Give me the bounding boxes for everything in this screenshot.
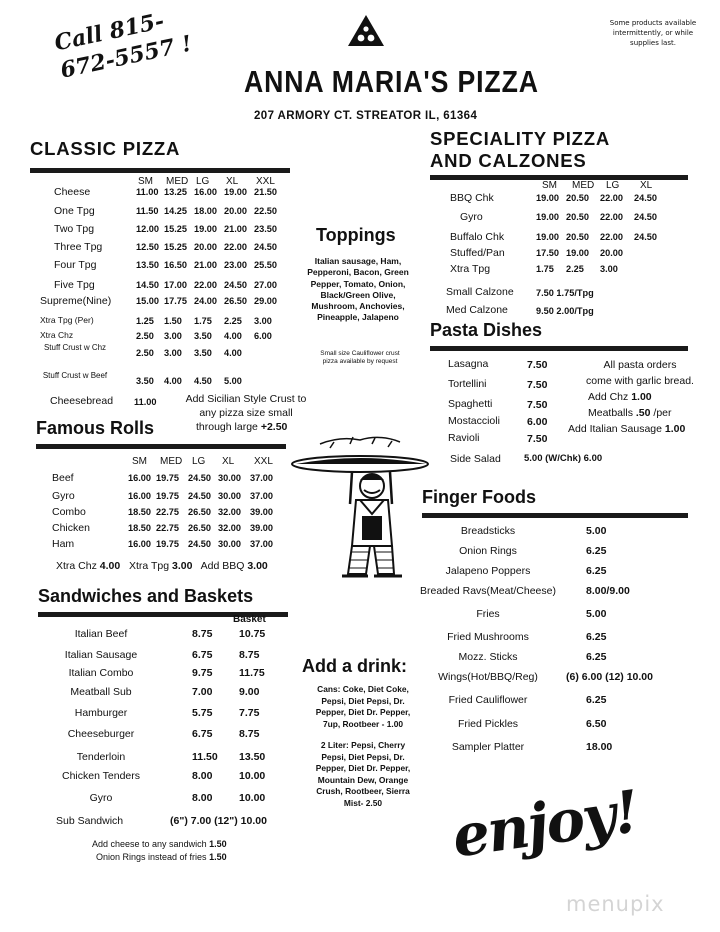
classic-price: 26.50	[224, 296, 247, 306]
classic-price: 14.50	[136, 280, 159, 290]
sandwiches-title: Sandwiches and Baskets	[38, 586, 254, 606]
finger-food-price: (6) 6.00 (12) 10.00	[566, 671, 653, 683]
phone-call-text: Call 815-672-5557 !	[52, 7, 195, 84]
classic-price: 11.00	[136, 187, 159, 197]
finger-food-price: 6.25	[586, 651, 607, 663]
classic-item-name: One Tpg	[54, 205, 95, 217]
sandwich-item-name: Chicken Tenders	[61, 770, 141, 782]
roll-item-name: Ham	[52, 538, 75, 550]
pasta-price: 6.00	[527, 416, 548, 428]
classic-size-header: MED	[166, 176, 189, 187]
classic-price: 22.00	[224, 242, 247, 252]
sub-sandwich-price: (6") 7.00 (12") 10.00	[170, 815, 267, 827]
classic-price: 12.00	[136, 224, 159, 234]
sandwich-item-name: Tenderloin	[76, 751, 126, 763]
classic-price: 20.00	[194, 242, 217, 252]
sandwich-item-name: Cheeseburger	[67, 728, 135, 740]
pasta-price: 7.50	[527, 379, 548, 391]
classic-item-name: Four Tpg	[54, 259, 97, 271]
pizza-slice-logo-icon	[346, 14, 386, 48]
pasta-item-name: Lasagna	[448, 358, 489, 370]
sandwich-basket-price: 10.75	[239, 628, 266, 640]
roll-price: 39.00	[250, 507, 273, 517]
speciality-price: 19.00	[566, 248, 589, 258]
add-sausage-line: Add Italian Sausage 1.00	[568, 423, 686, 435]
rolls-extras: Xtra Chz 4.00 Xtra Tpg 3.00 Add BBQ 3.00	[56, 560, 268, 572]
sandwich-basket-price: 10.00	[239, 770, 266, 782]
roll-price: 26.50	[188, 523, 211, 533]
side-salad-label: Side Salad	[450, 453, 501, 465]
sicilian-note-line2: any pizza size small	[199, 407, 293, 419]
basket-header: Basket	[233, 614, 266, 625]
speciality-item-name: Stuffed/Pan	[450, 247, 505, 259]
classic-price: 24.50	[254, 242, 277, 252]
classic-price: 13.50	[136, 260, 159, 270]
classic-price: 13.25	[164, 187, 187, 197]
roll-price: 30.00	[218, 539, 241, 549]
toppings-title: Toppings	[316, 225, 396, 245]
roll-price: 30.00	[218, 491, 241, 501]
pasta-rule	[430, 346, 688, 351]
speciality-price: 20.50	[566, 212, 589, 222]
sandwich-price: 8.00	[192, 792, 213, 804]
finger-foods-title: Finger Foods	[422, 487, 536, 507]
classic-pizza-title: CLASSIC PIZZA	[30, 138, 181, 159]
sandwich-item-name: Meatball Sub	[70, 686, 132, 698]
sandwich-basket-price: 8.75	[239, 649, 260, 661]
speciality-price: 19.00	[536, 212, 559, 222]
classic-price: 19.00	[194, 224, 217, 234]
small-calzone-label: Small Calzone	[446, 286, 514, 298]
drinks-list	[308, 684, 418, 809]
sandwich-basket-price: 9.00	[239, 686, 260, 698]
classic-item-name: Xtra Chz	[40, 330, 74, 340]
classic-price: 17.75	[164, 296, 187, 306]
classic-price: 25.50	[254, 260, 277, 270]
speciality-item-name: BBQ Chk	[450, 192, 494, 204]
classic-price: 18.00	[194, 206, 217, 216]
classic-price: 16.00	[194, 187, 217, 197]
classic-size-header: SM	[138, 176, 153, 187]
sandwich-item-name: Italian Combo	[68, 667, 134, 679]
finger-food-name: Jalapeno Poppers	[445, 565, 531, 577]
toppings-list: Italian sausage, Ham, Pepperoni, Bacon, Green Pepper, Tomato, Onion, Black/Green Olive, Mushroom, Anchovies, Pineapple, Jalapeno	[307, 256, 409, 323]
finger-food-name: Fried Pickles	[457, 718, 519, 730]
classic-price: 4.00	[224, 331, 242, 341]
finger-food-name: Fried Mushrooms	[447, 631, 529, 643]
roll-price: 24.50	[188, 473, 211, 483]
finger-food-price: 18.00	[586, 741, 613, 753]
sandwich-price: 8.00	[192, 770, 213, 782]
finger-food-price: 6.50	[586, 718, 607, 730]
roll-item-name: Gyro	[52, 490, 75, 502]
roll-item-name: Combo	[52, 506, 86, 518]
availability-note: Some products available intermittently, or while supplies last.	[609, 19, 697, 47]
classic-price: 3.00	[164, 331, 182, 341]
sandwich-basket-price: 10.00	[239, 792, 266, 804]
classic-item-name: Three Tpg	[54, 241, 103, 253]
classic-price: 15.25	[164, 242, 187, 252]
roll-price: 32.00	[218, 507, 241, 517]
drinks-2-liter: 2 Liter: Pepsi, Cherry Pepsi, Diet Pepsi, Dr. Pepper, Diet Dr. Pepper, Mountain Dew, Orange Crush, Rootbeer, Sierra Mist- 2.50	[315, 740, 411, 808]
sandwich-price: 7.00	[192, 686, 213, 698]
pasta-price: 7.50	[527, 399, 548, 411]
roll-price: 16.00	[128, 491, 151, 501]
sandwich-note-cheese: Add cheese to any sandwich 1.50	[92, 839, 227, 849]
sandwich-price: 5.75	[192, 707, 213, 719]
sicilian-note-line3: through large +2.50	[196, 421, 288, 433]
classic-price: 27.00	[254, 280, 277, 290]
classic-price: 20.00	[224, 206, 247, 216]
finger-food-name: Sampler Platter	[451, 741, 525, 753]
speciality-price: 20.50	[566, 232, 589, 242]
finger-food-name: Fried Cauliflower	[448, 694, 528, 706]
speciality-item-name: Gyro	[460, 211, 483, 223]
classic-price: 3.50	[194, 348, 212, 358]
speciality-price: 20.50	[566, 193, 589, 203]
sandwich-basket-price: 13.50	[239, 751, 266, 763]
sandwich-price: 6.75	[192, 649, 213, 661]
classic-price: 3.50	[136, 376, 154, 386]
med-calzone-label: Med Calzone	[446, 304, 508, 316]
classic-price: 2.50	[136, 348, 154, 358]
roll-price: 22.75	[156, 523, 179, 533]
speciality-price: 2.25	[566, 264, 584, 274]
speciality-size-header: LG	[606, 180, 620, 191]
classic-price: 22.00	[194, 280, 217, 290]
speciality-title-line2: AND CALZONES	[430, 150, 587, 171]
restaurant-address: 207 ARMORY CT. STREATOR IL, 61364	[254, 110, 478, 122]
pasta-info-line2: come with garlic bread.	[586, 375, 694, 387]
speciality-price: 20.00	[600, 248, 623, 258]
finger-foods-rule	[422, 513, 688, 518]
rolls-size-header: XXL	[254, 456, 273, 467]
finger-food-price: 6.25	[586, 631, 607, 643]
classic-price: 29.00	[254, 296, 277, 306]
speciality-size-header: SM	[542, 180, 557, 191]
classic-price: 21.50	[254, 187, 277, 197]
famous-rolls-title: Famous Rolls	[36, 418, 155, 438]
classic-pizza-rule	[30, 168, 290, 173]
classic-price: 3.50	[194, 331, 212, 341]
classic-price: 3.00	[254, 316, 272, 326]
pasta-item-name: Ravioli	[448, 432, 480, 444]
sicilian-note-line1: Add Sicilian Style Crust to	[185, 393, 307, 405]
sicilian-price: +2.50	[260, 421, 288, 433]
pasta-item-name: Mostaccioli	[448, 415, 500, 427]
classic-item-name: Stuff Crust w Chz	[43, 343, 107, 352]
roll-item-name: Chicken	[52, 522, 90, 534]
classic-item-name: Cheese	[54, 186, 91, 198]
classic-price: 12.50	[136, 242, 159, 252]
classic-item-name: Supreme(Nine)	[40, 295, 112, 307]
finger-food-price: 6.25	[586, 545, 607, 557]
sandwich-price: 6.75	[192, 728, 213, 740]
roll-price: 37.00	[250, 491, 273, 501]
classic-size-header: LG	[196, 176, 210, 187]
classic-price: 17.00	[164, 280, 187, 290]
classic-price: 4.00	[164, 376, 182, 386]
speciality-size-header: XL	[640, 180, 653, 191]
speciality-price: 22.00	[600, 193, 623, 203]
classic-price: 22.50	[254, 206, 277, 216]
rolls-size-header: MED	[160, 456, 183, 467]
finger-food-name: Breadsticks	[460, 525, 516, 537]
classic-item-name: Stuff Crust w Beef	[42, 371, 108, 380]
roll-price: 18.50	[128, 507, 151, 517]
classic-price: 21.00	[224, 224, 247, 234]
roll-price: 26.50	[188, 507, 211, 517]
speciality-price: 3.00	[600, 264, 618, 274]
sandwich-price: 8.75	[192, 628, 213, 640]
sub-sandwich-label: Sub Sandwich	[56, 815, 124, 827]
finger-food-name: Onion Rings	[459, 545, 517, 557]
classic-size-header: XXL	[256, 176, 275, 187]
finger-food-name: Fries	[476, 608, 500, 620]
classic-price: 24.50	[224, 280, 247, 290]
roll-price: 24.50	[188, 491, 211, 501]
sandwich-item-name: Hamburger	[74, 707, 128, 719]
classic-price: 6.00	[254, 331, 272, 341]
speciality-price: 24.50	[634, 193, 657, 203]
pasta-info-line1: All pasta orders	[603, 359, 677, 371]
speciality-price: 17.50	[536, 248, 559, 258]
pasta-price: 7.50	[527, 433, 548, 445]
roll-price: 16.00	[128, 473, 151, 483]
classic-item-name: Five Tpg	[54, 279, 95, 291]
classic-price: 23.00	[224, 260, 247, 270]
classic-price: 23.50	[254, 224, 277, 234]
speciality-price: 19.00	[536, 193, 559, 203]
classic-price: 4.50	[194, 376, 212, 386]
speciality-size-header: MED	[572, 180, 595, 191]
cheesebread-label: Cheesebread	[50, 395, 114, 407]
pasta-item-name: Spaghetti	[448, 398, 493, 410]
roll-price: 19.75	[156, 473, 179, 483]
roll-price: 24.50	[188, 539, 211, 549]
classic-price: 2.25	[224, 316, 242, 326]
roll-price: 16.00	[128, 539, 151, 549]
speciality-price: 22.00	[600, 212, 623, 222]
add-chz-line: Add Chz 1.00	[588, 391, 652, 403]
roll-price: 30.00	[218, 473, 241, 483]
classic-price: 3.00	[164, 348, 182, 358]
roll-price: 39.00	[250, 523, 273, 533]
drinks-cans: Cans: Coke, Diet Coke, Pepsi, Diet Pepsi, Dr. Pepper, Diet Dr. Pepper, 7up, Rootbeer - 1.00	[315, 684, 411, 729]
pasta-price: 7.50	[527, 359, 548, 371]
roll-price: 19.75	[156, 539, 179, 549]
pasta-title: Pasta Dishes	[430, 320, 543, 340]
classic-price: 5.00	[224, 376, 242, 386]
finger-food-price: 6.25	[586, 694, 607, 706]
speciality-item-name: Buffalo Chk	[450, 231, 505, 243]
pizza-chef-illustration	[290, 434, 440, 584]
sandwich-note-onion: Onion Rings instead of fries 1.50	[96, 852, 227, 862]
roll-price: 22.75	[156, 507, 179, 517]
enjoy-lettering: enjoy!	[448, 777, 642, 871]
cheesebread-price: 11.00	[134, 397, 157, 407]
speciality-item-name: Xtra Tpg	[450, 263, 491, 275]
classic-price: 1.50	[164, 316, 182, 326]
finger-food-price: 6.25	[586, 565, 607, 577]
classic-price: 15.00	[136, 296, 159, 306]
speciality-title-line1: SPECIALITY PIZZA	[430, 128, 611, 149]
famous-rolls-rule	[36, 444, 286, 449]
sandwich-basket-price: 11.75	[239, 667, 265, 679]
med-calzone-price: 9.50 2.00/Tpg	[536, 306, 594, 316]
classic-price: 1.75	[194, 316, 212, 326]
sandwich-item-name: Italian Beef	[74, 628, 128, 640]
roll-price: 19.75	[156, 491, 179, 501]
side-salad-price: 5.00 (W/Chk) 6.00	[524, 453, 603, 464]
speciality-price: 19.00	[536, 232, 559, 242]
classic-price: 21.00	[194, 260, 217, 270]
classic-item-name: Xtra Tpg (Per)	[40, 315, 94, 325]
classic-price: 2.50	[136, 331, 154, 341]
roll-price: 37.00	[250, 539, 273, 549]
finger-food-price: 5.00	[586, 525, 607, 537]
roll-price: 18.50	[128, 523, 151, 533]
roll-price: 37.00	[250, 473, 273, 483]
classic-size-header: XL	[226, 176, 239, 187]
finger-food-price: 8.00/9.00	[586, 585, 630, 597]
roll-price: 32.00	[218, 523, 241, 533]
sandwich-item-name: Italian Sausage	[64, 649, 138, 661]
speciality-price: 24.50	[634, 232, 657, 242]
classic-price: 1.25	[136, 316, 154, 326]
menupix-watermark: menupix	[566, 892, 665, 916]
finger-food-price: 5.00	[586, 608, 607, 620]
rolls-size-header: SM	[132, 456, 147, 467]
classic-price: 16.50	[164, 260, 187, 270]
speciality-price: 22.00	[600, 232, 623, 242]
restaurant-title: ANNA MARIA'S PIZZA	[244, 64, 539, 99]
classic-item-name: Two Tpg	[54, 223, 95, 235]
meatballs-line: Meatballs .50 /per	[588, 407, 672, 419]
speciality-price: 24.50	[634, 212, 657, 222]
classic-price: 14.25	[164, 206, 187, 216]
finger-food-name: Wings(Hot/BBQ/Reg)	[438, 671, 538, 683]
rolls-size-header: LG	[192, 456, 206, 467]
small-calzone-price: 7.50 1.75/Tpg	[536, 288, 594, 298]
roll-item-name: Beef	[52, 472, 74, 484]
sandwich-item-name: Gyro	[89, 792, 113, 804]
classic-price: 11.50	[136, 206, 159, 216]
cauliflower-note: Small size Cauliflower crust pizza available by request	[320, 350, 400, 365]
speciality-price: 1.75	[536, 264, 554, 274]
classic-price: 15.25	[164, 224, 187, 234]
sandwich-price: 11.50	[192, 751, 218, 763]
pasta-item-name: Tortellini	[448, 378, 487, 390]
drinks-title: Add a drink:	[302, 656, 408, 676]
finger-food-name: Mozz. Sticks	[458, 651, 518, 663]
sandwich-price: 9.75	[192, 667, 213, 679]
classic-price: 4.00	[224, 348, 242, 358]
sandwich-basket-price: 7.75	[239, 707, 260, 719]
classic-price: 24.00	[194, 296, 217, 306]
finger-food-name: Breaded Ravs(Meat/Cheese)	[420, 585, 556, 597]
sandwich-basket-price: 8.75	[239, 728, 260, 740]
classic-price: 19.00	[224, 187, 247, 197]
rolls-size-header: XL	[222, 456, 235, 467]
